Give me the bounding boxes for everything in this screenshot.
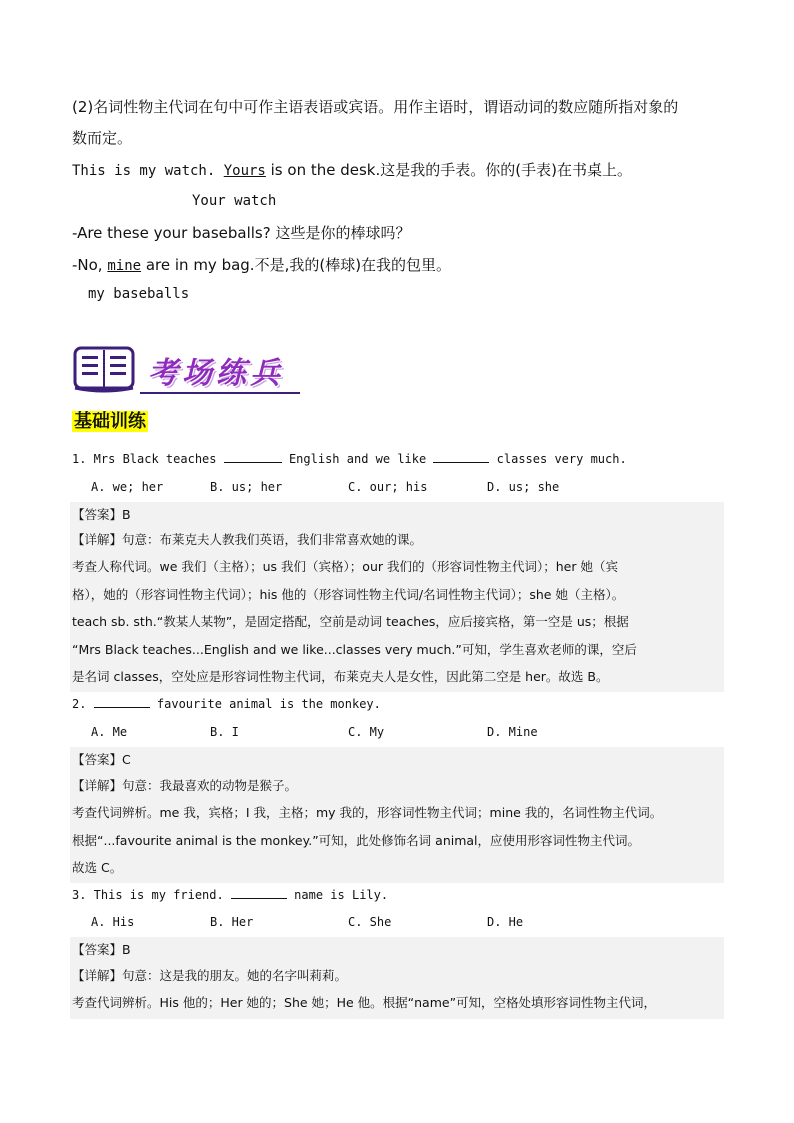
q1-detail-line: 考查人称代词。we 我们（主格）；us 我们（宾格）；our 我们的（形容词性物主代词）；her 她（宾 xyxy=(72,559,618,574)
q3-option-a: A. His xyxy=(91,915,135,929)
q3-detail-line: 【详解】句意：这是我的朋友。她的名字叫莉莉。 xyxy=(72,968,348,983)
q2-detail-line: 【详解】句意：我最喜欢的动物是猴子。 xyxy=(72,778,298,793)
q1-stem-b: English and we like xyxy=(281,452,434,466)
example-2-answer xyxy=(72,254,451,275)
q3-option-d: D. He xyxy=(487,915,524,929)
example-1-post: is on the desk.这是我的手表。你的(手表)在书桌上。 xyxy=(265,161,632,179)
q3-option-b: B. Her xyxy=(210,915,254,929)
q2-option-d: D. Mine xyxy=(487,725,538,739)
rule-line-2: 数而定。 xyxy=(72,129,133,147)
q1-option-d: D. us; she xyxy=(487,480,560,494)
q2-answer: 【答案】C xyxy=(72,752,131,767)
q1-option-b: B. us; her xyxy=(210,480,283,494)
q3-answer: 【答案】B xyxy=(72,942,131,957)
q3-option-c: C. She xyxy=(348,915,392,929)
example-2-question: -Are these your baseballs? 这些是你的棒球吗？ xyxy=(72,224,411,242)
q2-detail-line: 故选 C。 xyxy=(72,860,123,875)
example-2-answer-pre: -No, xyxy=(72,256,108,274)
q1-detail-line: “Mrs Black teaches...English and we like...classes very much.”可知，学生喜欢老师的课，空后 xyxy=(72,642,637,657)
q1-detail-line: 是名词 classes，空处应是形容词性物主代词，布莱克夫人是女性，因此第二空是 her。故选 B。 xyxy=(72,669,609,684)
q1-option-c: C. our; his xyxy=(348,480,428,494)
banner-title: 考场练兵 xyxy=(148,356,284,391)
q2-stem-a: 2. xyxy=(72,697,94,711)
q3-stem-b: name is Lily. xyxy=(286,888,389,902)
q1-detail-line: 【详解】句意：布莱克夫人教我们英语，我们非常喜欢她的课。 xyxy=(72,532,423,547)
q1-answer: 【答案】B xyxy=(72,507,131,522)
rule-line-1: (2)名词性物主代词在句中可作主语表语或宾语。用作主语时，谓语动词的数应随所指对象的 xyxy=(72,98,679,116)
question-3-stem xyxy=(72,888,388,902)
q1-stem-c: classes very much. xyxy=(489,452,627,466)
q2-detail-line: 考查代词辨析。me 我，宾格；I 我，主格；my 我的，形容词性物主代词；mine 我的，名词性物主代词。 xyxy=(72,805,663,820)
q2-option-c: C. My xyxy=(348,725,385,739)
q1-detail-line: 格），她的（形容词性物主代词）；his 他的（形容词性物主代词/名词性物主代词）；she 她（主格）。 xyxy=(72,587,625,602)
example-1-note: Your watch xyxy=(192,193,277,209)
subheading-text: 基础训练 xyxy=(74,411,146,432)
q1-option-a: A. we; her xyxy=(91,480,164,494)
example-1-underlined: Yours xyxy=(223,163,266,179)
q2-option-a: A. Me xyxy=(91,725,128,739)
question-2-stem xyxy=(72,697,381,711)
q2-option-b: B. I xyxy=(210,725,239,739)
subheading xyxy=(72,407,148,433)
q3-detail-line: 考查代词辨析。His 他的；Her 她的；She 她；He 他。根据“name”可知，空格处填形容词性物主代词， xyxy=(72,995,657,1010)
q1-blank-1 xyxy=(224,452,282,463)
q1-detail-line: teach sb. sth.“教某人某物”，是固定搭配，空前是动词 teaches，应后接宾格，第一空是 us；根据 xyxy=(72,614,629,629)
book-icon xyxy=(72,342,136,398)
example-2-note: my baseballs xyxy=(88,286,190,302)
question-1-stem xyxy=(72,452,627,466)
banner-underline xyxy=(140,392,300,394)
example-1-pre: This is my watch. xyxy=(72,163,224,179)
q1-blank-2 xyxy=(433,452,489,463)
example-2-answer-post: are in my bag.不是,我的(棒球)在我的包里。 xyxy=(141,256,452,274)
example-2-underlined: mine xyxy=(107,258,142,274)
q2-detail-line: 根据“...favourite animal is the monkey.”可知，此处修饰名词 animal，应使用形容词性物主代词。 xyxy=(72,833,641,848)
q2-stem-b: favourite animal is the monkey. xyxy=(149,697,381,711)
q2-blank xyxy=(94,697,150,708)
q3-blank xyxy=(231,888,287,899)
example-1 xyxy=(72,159,632,180)
q3-stem-a: 3. This is my friend. xyxy=(72,888,231,902)
q1-stem-a: 1. Mrs Black teaches xyxy=(72,452,224,466)
